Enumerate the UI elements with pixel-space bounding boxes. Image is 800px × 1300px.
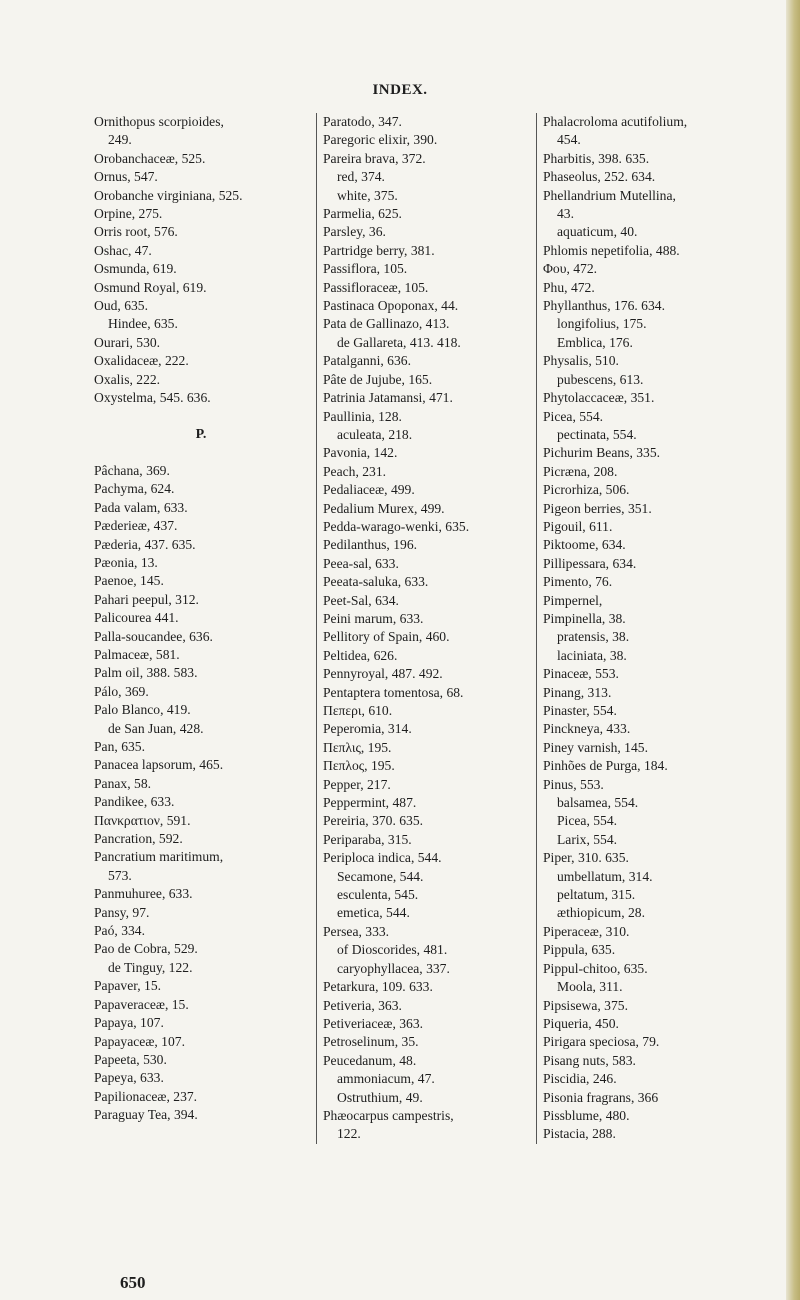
index-entry: Pistacia, 288. bbox=[543, 1126, 616, 1142]
index-entry: Πεπερι, 610. bbox=[323, 703, 393, 718]
index-entry: Parsley, 36. bbox=[323, 224, 386, 240]
index-subentry: aquaticum, 40. bbox=[557, 224, 638, 240]
index-entry: Pinus, 553. bbox=[543, 776, 604, 792]
index-entry: Pæderieæ, 437. bbox=[94, 518, 178, 534]
index-entry: Pippul-chitoo, 635. bbox=[543, 960, 648, 976]
index-entry: Paó, 334. bbox=[94, 923, 145, 939]
index-entry: Patrinia Jatamansi, 471. bbox=[323, 390, 453, 406]
index-entry-continuation: 249. bbox=[108, 132, 132, 148]
index-entry: Pharbitis, 398. 635. bbox=[543, 150, 650, 166]
index-entry: Pissblume, 480. bbox=[543, 1107, 630, 1123]
index-entry: Φου, 472. bbox=[543, 261, 598, 277]
index-entry: Peltidea, 626. bbox=[323, 647, 398, 663]
index-entry: Pinckneya, 433. bbox=[543, 721, 631, 737]
index-entry-continuation: 454. bbox=[557, 132, 581, 148]
index-entry-continuation: 573. bbox=[108, 867, 132, 883]
index-entry: Pancration, 592. bbox=[94, 831, 183, 847]
index-subentry: red, 374. bbox=[337, 169, 385, 185]
index-entry: Piper, 310. 635. bbox=[543, 850, 629, 866]
index-subentry: pectinata, 554. bbox=[557, 426, 637, 442]
index-entry: Picræna, 208. bbox=[543, 463, 618, 479]
index-subentry: umbellatum, 314. bbox=[557, 868, 653, 884]
index-entry: Palla-soucandee, 636. bbox=[94, 628, 213, 644]
index-entry: Oxystelma, 545. 636. bbox=[94, 390, 211, 406]
index-subentry: aculeata, 218. bbox=[337, 426, 413, 442]
index-entry: Peperomia, 314. bbox=[323, 721, 412, 737]
index-entry: Papaya, 107. bbox=[94, 1015, 164, 1031]
index-subentry: Picea, 554. bbox=[557, 813, 618, 829]
index-entry: Pastinaca Opoponax, 44. bbox=[323, 298, 459, 314]
index-entry: Pæonia, 13. bbox=[94, 554, 158, 570]
index-entry: Osmund Royal, 619. bbox=[94, 279, 207, 295]
index-entry: Pisang nuts, 583. bbox=[543, 1052, 636, 1068]
index-entry: Periparaba, 315. bbox=[323, 831, 412, 847]
index-subentry: esculenta, 545. bbox=[337, 887, 419, 903]
index-entry: Peucedanum, 48. bbox=[323, 1052, 417, 1068]
index-subentry: balsamea, 554. bbox=[557, 795, 639, 811]
index-entry: Pada valam, 633. bbox=[94, 499, 188, 515]
index-entry: Pandikee, 633. bbox=[94, 794, 175, 810]
index-entry: Palmaceæ, 581. bbox=[94, 646, 180, 662]
index-entry: Pigeon berries, 351. bbox=[543, 500, 652, 516]
index-entry: Piqueria, 450. bbox=[543, 1015, 619, 1031]
index-entry: Petiveria, 363. bbox=[323, 997, 402, 1013]
index-entry: Oshac, 47. bbox=[94, 242, 152, 258]
index-entry: Pippula, 635. bbox=[543, 942, 616, 958]
index-entry: Phytolaccaceæ, 351. bbox=[543, 390, 655, 406]
index-subentry: laciniata, 38. bbox=[557, 647, 627, 663]
index-subentry: Larix, 554. bbox=[557, 831, 618, 847]
index-entry: Papeeta, 530. bbox=[94, 1051, 167, 1067]
index-entry: Phalacroloma acutifolium, bbox=[543, 114, 688, 129]
index-entry: Periploca indica, 544. bbox=[323, 850, 442, 866]
index-entry: Peet-Sal, 634. bbox=[323, 592, 399, 608]
index-subentry: pubescens, 613. bbox=[557, 371, 644, 387]
index-entry: Ourari, 530. bbox=[94, 334, 161, 350]
index-subentry: æthiopicum, 28. bbox=[557, 905, 645, 921]
index-entry-continuation: 43. bbox=[557, 206, 574, 222]
index-entry: Oxalidaceæ, 222. bbox=[94, 353, 189, 369]
index-entry: Pâte de Jujube, 165. bbox=[323, 371, 433, 387]
index-entry: Panmuhuree, 633. bbox=[94, 886, 193, 902]
index-entry: Peeata-saluka, 633. bbox=[323, 574, 429, 590]
index-entry: Picrorhiza, 506. bbox=[543, 482, 630, 498]
index-entry: Phæocarpus campestris, bbox=[323, 1107, 454, 1123]
index-entry: Πεπλος, 195. bbox=[323, 758, 395, 774]
index-entry: Piscidia, 246. bbox=[543, 1071, 617, 1087]
index-entry: Picea, 554. bbox=[543, 408, 604, 424]
index-column-2 bbox=[316, 113, 535, 1144]
index-entry: Peini marum, 633. bbox=[323, 610, 424, 626]
index-entry: Partridge berry, 381. bbox=[323, 242, 435, 258]
index-entry: Pavonia, 142. bbox=[323, 445, 398, 461]
index-entry: Piktoome, 634. bbox=[543, 537, 626, 553]
index-subentry: de San Juan, 428. bbox=[108, 720, 204, 736]
index-subentry: ammoniacum, 47. bbox=[337, 1071, 435, 1087]
index-entry: Paregoric elixir, 390. bbox=[323, 132, 438, 148]
index-entry: Peea-sal, 633. bbox=[323, 555, 399, 571]
index-entry-continuation: 122. bbox=[337, 1126, 361, 1142]
index-entry: Patalganni, 636. bbox=[323, 353, 411, 369]
index-entry: Pigouil, 611. bbox=[543, 518, 613, 534]
index-entry: Pedalium Murex, 499. bbox=[323, 500, 445, 516]
index-entry: Pisonia fragrans, 366 bbox=[543, 1089, 659, 1105]
index-entry: Pao de Cobra, 529. bbox=[94, 941, 198, 957]
index-entry: Pimpinella, 38. bbox=[543, 610, 626, 626]
index-entry: Palm oil, 388. 583. bbox=[94, 665, 198, 681]
index-subentry: pratensis, 38. bbox=[557, 629, 630, 645]
index-entry: Pirigara speciosa, 79. bbox=[543, 1034, 660, 1050]
index-entry: Pentaptera tomentosa, 68. bbox=[323, 684, 464, 700]
index-entry: Pellitory of Spain, 460. bbox=[323, 629, 450, 645]
index-entry: Passiflora, 105. bbox=[323, 261, 408, 277]
index-entry: Pimento, 76. bbox=[543, 574, 613, 590]
index-entry: Piney varnish, 145. bbox=[543, 739, 648, 755]
index-entry: Πεπλις, 195. bbox=[323, 739, 392, 755]
index-entry: Pinang, 313. bbox=[543, 684, 612, 700]
index-column-1 bbox=[94, 113, 308, 1125]
index-entry: Paenoe, 145. bbox=[94, 573, 164, 589]
index-entry: Paullinia, 128. bbox=[323, 408, 402, 424]
index-entry: Piperaceæ, 310. bbox=[543, 923, 630, 939]
index-entry: Pata de Gallinazo, 413. bbox=[323, 316, 450, 332]
index-entry: Petiveriaceæ, 363. bbox=[323, 1015, 424, 1031]
index-subentry: Secamone, 544. bbox=[337, 868, 424, 884]
index-entry: Oud, 635. bbox=[94, 298, 148, 314]
index-entry: Pedda-warago-wenki, 635. bbox=[323, 518, 470, 534]
index-subentry: longifolius, 175. bbox=[557, 316, 647, 332]
index-entry: Papaveraceæ, 15. bbox=[94, 996, 189, 1012]
index-entry: Pepper, 217. bbox=[323, 776, 391, 792]
index-entry: Phyllanthus, 176. 634. bbox=[543, 298, 665, 314]
index-entry: Ornus, 547. bbox=[94, 169, 158, 185]
index-entry: Pareira brava, 372. bbox=[323, 150, 426, 166]
index-entry: Pancratium maritimum, bbox=[94, 849, 224, 865]
page-header: INDEX. bbox=[372, 82, 428, 98]
index-entry: Pereiria, 370. 635. bbox=[323, 813, 424, 829]
index-entry: Parmelia, 625. bbox=[323, 206, 402, 222]
index-subentry: peltatum, 315. bbox=[557, 887, 636, 903]
index-entry: Pan, 635. bbox=[94, 739, 145, 754]
index-entry: Pedaliaceæ, 499. bbox=[323, 482, 415, 498]
index-entry: Orobanchaceæ, 525. bbox=[94, 150, 206, 166]
index-entry: Palicourea 441. bbox=[94, 610, 179, 626]
index-entry: Pálo, 369. bbox=[94, 683, 149, 699]
index-entry: Osmunda, 619. bbox=[94, 261, 177, 277]
index-entry: Pansy, 97. bbox=[94, 904, 150, 920]
index-entry: Papeya, 633. bbox=[94, 1070, 164, 1086]
index-entry: Pæderia, 437. 635. bbox=[94, 536, 196, 552]
index-entry: Pennyroyal, 487. 492. bbox=[323, 666, 443, 682]
index-subentry: de Tinguy, 122. bbox=[108, 959, 193, 975]
index-entry: Pedilanthus, 196. bbox=[323, 537, 418, 553]
page-edge bbox=[786, 0, 800, 1300]
index-entry: Ornithopus scorpioides, bbox=[94, 114, 224, 129]
index-entry: Pahari peepul, 312. bbox=[94, 591, 199, 607]
index-entry: Papayaceæ, 107. bbox=[94, 1033, 185, 1049]
index-entry: Papilionaceæ, 237. bbox=[94, 1088, 198, 1104]
index-entry: Panacea lapsorum, 465. bbox=[94, 757, 224, 773]
index-entry: Pimpernel, bbox=[543, 592, 603, 608]
index-subentry: caryophyllacea, 337. bbox=[337, 960, 450, 976]
page-number: 650 bbox=[120, 1273, 146, 1292]
index-entry: Pipsisewa, 375. bbox=[543, 997, 628, 1013]
index-entry: Oxalis, 222. bbox=[94, 371, 161, 387]
index-entry: Pillipessara, 634. bbox=[543, 555, 637, 571]
index-subentry: of Dioscorides, 481. bbox=[337, 942, 448, 958]
index-entry: Peach, 231. bbox=[323, 463, 387, 479]
index-entry: Peppermint, 487. bbox=[323, 795, 417, 811]
index-entry: Physalis, 510. bbox=[543, 353, 619, 369]
index-subentry: Moola, 311. bbox=[557, 979, 623, 995]
index-entry: Pinaster, 554. bbox=[543, 703, 617, 718]
index-entry: Πανκρατιον, 591. bbox=[94, 812, 191, 828]
index-entry: Pichurim Beans, 335. bbox=[543, 445, 661, 461]
index-entry: Phellandrium Mutellina, bbox=[543, 187, 676, 203]
index-entry: Palo Blanco, 419. bbox=[94, 702, 191, 718]
index-entry: Pachyma, 624. bbox=[94, 481, 175, 497]
index-entry: Orris root, 576. bbox=[94, 224, 178, 240]
index-column-3 bbox=[536, 113, 777, 1144]
index-entry: Orobanche virginiana, 525. bbox=[94, 187, 243, 203]
index-subentry: emetica, 544. bbox=[337, 905, 410, 921]
index-entry: Pinhões de Purga, 184. bbox=[543, 758, 668, 774]
index-entry: Paratodo, 347. bbox=[323, 114, 402, 129]
index-entry: Passifloraceæ, 105. bbox=[323, 279, 429, 295]
index-entry: Petarkura, 109. 633. bbox=[323, 979, 433, 995]
index-subentry: de Gallareta, 413. 418. bbox=[337, 334, 461, 350]
index-entry: Persea, 333. bbox=[323, 923, 390, 939]
index-subentry: Emblica, 176. bbox=[557, 334, 633, 350]
index-subentry: Ostruthium, 49. bbox=[337, 1089, 423, 1105]
index-entry: Pinaceæ, 553. bbox=[543, 666, 619, 682]
index-entry: Panax, 58. bbox=[94, 775, 152, 791]
section-letter: P. bbox=[195, 426, 207, 442]
index-entry: Paraguay Tea, 394. bbox=[94, 1107, 198, 1123]
index-entry: Orpine, 275. bbox=[94, 206, 163, 222]
index-entry: Phaseolus, 252. 634. bbox=[543, 169, 656, 185]
index-entry: Petroselinum, 35. bbox=[323, 1034, 419, 1050]
index-entry: Pâchana, 369. bbox=[94, 462, 170, 478]
index-entry: Phu, 472. bbox=[543, 279, 595, 295]
index-entry: Papaver, 15. bbox=[94, 978, 162, 994]
index-subentry: white, 375. bbox=[337, 187, 398, 203]
index-entry: Phlomis nepetifolia, 488. bbox=[543, 242, 680, 258]
index-subentry: Hindee, 635. bbox=[108, 316, 178, 332]
